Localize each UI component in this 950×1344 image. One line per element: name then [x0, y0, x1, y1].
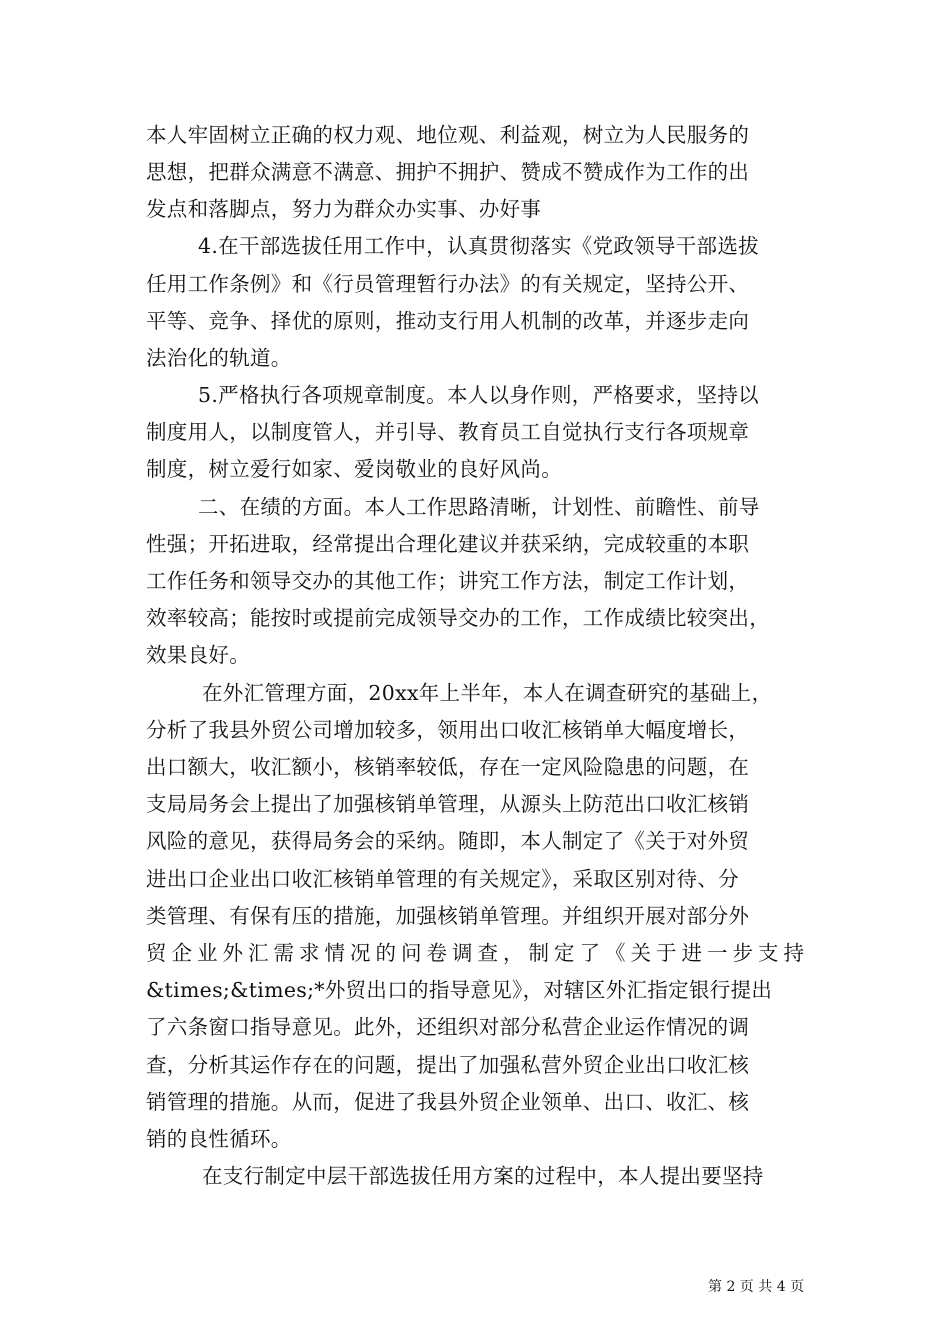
text-line: 类管理、有保有压的措施，加强核销单管理。并组织开展对部分外 [146, 904, 750, 928]
text-line: 贸企业外汇需求情况的问卷调查，制定了《关于进一步支持 [146, 941, 809, 965]
text-line: 工作任务和领导交办的其他工作；讲究工作方法，制定工作计划， [146, 569, 750, 593]
text-line: 风险的意见，获得局务会的采纳。随即，本人制定了《关于对外贸 [146, 829, 750, 853]
text-line: 平等、竞争、择优的原则，推动支行用人机制的改革，并逐步走向 [146, 309, 750, 333]
text-line: 销管理的措施。从而，促进了我县外贸企业领单、出口、收汇、核 [146, 1090, 750, 1114]
text-line: 4.在干部选拔任用工作中，认真贯彻落实《党政领导干部选拔 [198, 234, 759, 258]
text-line: 出口额大，收汇额小，核销率较低，存在一定风险隐患的问题，在 [146, 755, 750, 779]
text-line: 性强；开拓进取，经常提出合理化建议并获采纳，完成较重的本职 [146, 532, 750, 556]
page-number: 第 2 页 共 4 页 [708, 1279, 805, 1295]
text-line: 效率较高；能按时或提前完成领导交办的工作，工作成绩比较突出， [146, 606, 770, 630]
text-line: 任用工作条例》和《行员管理暂行办法》的有关规定，坚持公开、 [146, 272, 750, 296]
text-line: 在外汇管理方面，20xx年上半年，本人在调查研究的基础上， [202, 681, 773, 705]
text-line: 法治化的轨道。 [146, 346, 292, 370]
text-line: 本人牢固树立正确的权力观、地位观、利益观，树立为人民服务的 [146, 123, 750, 147]
text-line: 在支行制定中层干部选拔任用方案的过程中，本人提出要坚持 [202, 1164, 764, 1188]
text-line: 制度用人，以制度管人，并引导、教育员工自觉执行支行各项规章 [146, 420, 750, 444]
text-line: 支局局务会上提出了加强核销单管理，从源头上防范出口收汇核销 [146, 792, 750, 816]
text-line: 发点和落脚点，努力为群众办实事、办好事 [146, 197, 542, 221]
text-line: 查，分析其运作存在的问题，提出了加强私营外贸企业出口收汇核 [146, 1053, 750, 1077]
text-line: 效果良好。 [146, 643, 250, 667]
text-line: 5.严格执行各项规章制度。本人以身作则，严格要求，坚持以 [198, 383, 759, 407]
text-line: 分析了我县外贸公司增加较多，领用出口收汇核销单大幅度增长， [146, 718, 750, 742]
text-line: 制度，树立爱行如家、爱岗敬业的良好风尚。 [146, 457, 562, 481]
text-line: 二、在绩的方面。本人工作思路清晰，计划性、前瞻性、前导 [198, 495, 760, 519]
text-line: 销的良性循环。 [146, 1127, 292, 1151]
text-line: 了六条窗口指导意见。此外，还组织对部分私营企业运作情况的调 [146, 1015, 750, 1039]
text-line: 思想，把群众满意不满意、拥护不拥护、赞成不赞成作为工作的出 [146, 160, 750, 184]
text-line: &times;&times;*外贸出口的指导意见》，对辖区外汇指定银行提出 [146, 978, 773, 1002]
text-line: 进出口企业出口收汇核销单管理的有关规定》，采取区别对待、分 [146, 867, 739, 891]
